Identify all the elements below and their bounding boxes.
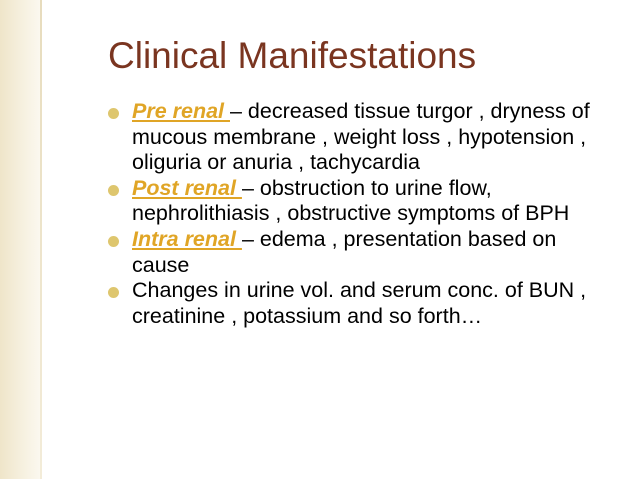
decorative-side-bar [0,0,40,479]
bullet-term: Intra renal [132,226,242,251]
bullet-text: – edema , presentation based on cause [132,226,557,277]
bullet-term: Post renal [132,175,242,200]
bullet-item-intra-renal [108,227,608,278]
bullet-text: Changes in urine vol. and serum conc. of BUN , creatinine , potassium and so forth… [132,278,587,328]
bullet-dot-icon [108,236,119,247]
bullet-dot-icon [108,108,119,119]
bullet-item-post-renal [108,176,608,227]
bullet-list [108,99,608,329]
bullet-term: Pre renal [132,99,230,123]
side-bar-edge [40,0,42,479]
bullet-item-pre-renal [108,99,608,176]
bullet-item-changes [108,278,608,329]
bullet-dot-icon [108,185,119,196]
bullet-dot-icon [108,287,119,298]
bullet-text: – obstruction to urine flow, nephrolithiasis , obstructive symptoms of BPH [132,175,570,226]
bullet-text: – decreased tissue turgor , dryness of mucous membrane , weight loss , hypotension , oliguria or anuria , tachycardia [132,99,590,175]
slide-title: Clinical Manifestations [108,35,477,76]
